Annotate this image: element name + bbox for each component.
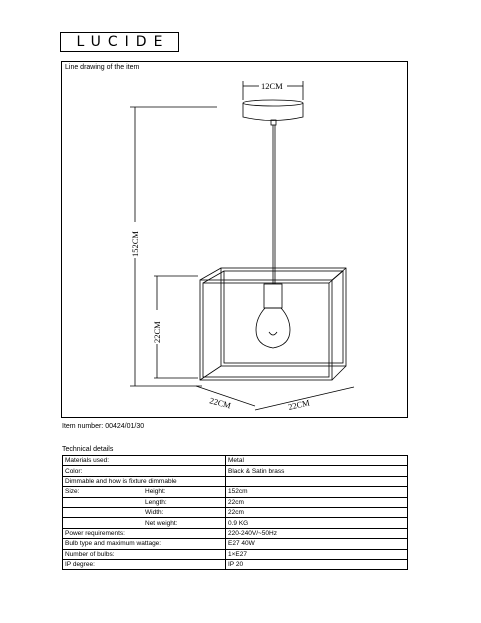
spec-row-bulb <box>63 539 408 549</box>
cage-edge-top-left <box>200 268 221 280</box>
spec-value: 152cm <box>226 487 408 497</box>
spec-row-bulb-count <box>63 549 408 559</box>
spec-value <box>226 476 408 486</box>
spec-row-size-height <box>63 487 408 497</box>
spec-row-weight <box>63 518 408 528</box>
spec-label: Dimmable and how is fixture dimmable <box>63 476 226 486</box>
spec-label: Number of bulbs: <box>63 549 226 559</box>
height-dim-label: 152CM <box>130 231 140 257</box>
cage-width-label: 22CM <box>287 397 311 412</box>
spec-value: IP 20 <box>226 559 408 569</box>
cage-edge-top-right-inner <box>329 271 343 283</box>
item-number-value: 00424/01/30 <box>105 423 145 430</box>
spec-value: 220-240V/~50Hz <box>226 528 408 538</box>
spec-label: Color: <box>63 466 226 476</box>
spec-label: Size: <box>63 487 144 497</box>
spec-value: E27 40W <box>226 539 408 549</box>
cage-edge-bottom-right <box>332 366 346 380</box>
technical-details-table <box>62 455 408 570</box>
cage-front-frame <box>200 280 332 380</box>
spec-sublabel: Net weight: <box>143 518 226 528</box>
spec-value: Metal <box>226 456 408 466</box>
spec-sublabel: Height: <box>143 487 226 497</box>
spec-label <box>63 497 144 507</box>
canopy-top <box>243 100 303 106</box>
spec-label: Power requirements: <box>63 528 226 538</box>
pendant-line-drawing <box>62 62 409 419</box>
lucide-logo: LUCIDE <box>60 32 179 52</box>
spec-row-width <box>63 507 408 517</box>
line-drawing-panel <box>61 61 408 418</box>
spec-value: 22cm <box>226 507 408 517</box>
item-number <box>62 423 144 430</box>
item-number-label: Item number: <box>62 423 104 430</box>
spec-sublabel: Width: <box>143 507 226 517</box>
spec-label <box>63 518 144 528</box>
cage-depth-label: 22CM <box>208 395 233 411</box>
cage-height-label: 22CM <box>152 321 162 343</box>
spec-row-ip <box>63 559 408 569</box>
spec-row-power <box>63 528 408 538</box>
canopy-dim-label: 12CM <box>261 81 283 91</box>
spec-row-color <box>63 466 408 476</box>
bulb-filament <box>269 332 277 335</box>
spec-label: IP degree: <box>63 559 226 569</box>
lamp-socket <box>264 284 282 308</box>
technical-details-title: Technical details <box>62 446 114 453</box>
spec-row-length <box>63 497 408 507</box>
drawing-caption: Line drawing of the item <box>65 64 140 71</box>
spec-value: Black & Satin brass <box>226 466 408 476</box>
spec-value: 22cm <box>226 497 408 507</box>
spec-row-dimmable <box>63 476 408 486</box>
spec-row-materials <box>63 456 408 466</box>
spec-value: 1×E27 <box>226 549 408 559</box>
spec-label <box>63 507 144 517</box>
bulb-glass <box>256 308 290 348</box>
spec-label: Bulb type and maximum wattage: <box>63 539 226 549</box>
spec-sublabel: Length: <box>143 497 226 507</box>
cage-back-frame-inner <box>224 271 343 363</box>
spec-label: Materials used: <box>63 456 226 466</box>
spec-value: 0.9 KG <box>226 518 408 528</box>
